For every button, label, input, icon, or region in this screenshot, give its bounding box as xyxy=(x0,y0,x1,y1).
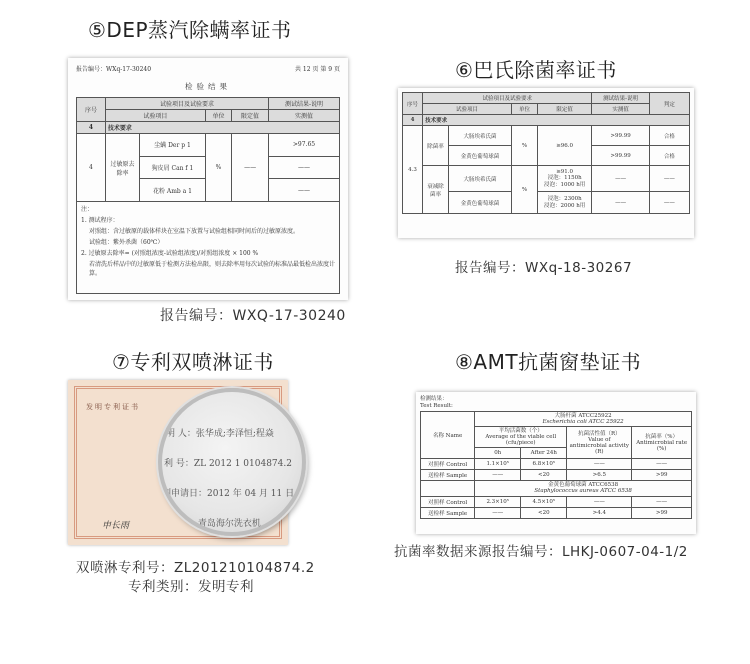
col-header-no: 序号 xyxy=(77,98,106,122)
measured-value-1: >97.65 xyxy=(268,134,339,157)
antibacterial-results-table xyxy=(420,411,692,518)
heading-amt-certificate: ⑧AMT抗菌窗垫证书 xyxy=(455,350,642,374)
sub-item-2: 狗皮屑 Can f 1 xyxy=(140,156,206,179)
document-title: 检验结果 xyxy=(185,82,231,91)
col-header-judge: 判定 xyxy=(649,93,689,115)
organism-name: 金黄色葡萄球菌 xyxy=(448,146,511,166)
value-0h: 2.3×10⁵ xyxy=(475,496,521,507)
measured-value-3: —— xyxy=(268,179,339,202)
measured-value: >99.99 xyxy=(592,146,649,166)
test-results-table xyxy=(76,97,340,202)
organism-name: 大肠埃希氏菌 xyxy=(448,126,511,146)
value-24h: <20 xyxy=(521,470,567,481)
col-header-result-group: 测试结果-说明 xyxy=(268,98,339,110)
results-label-en: Test Result: xyxy=(420,402,453,409)
judge-value: —— xyxy=(649,192,689,214)
note-line: 对照组：含过敏原的载体样块在室温下放置与试验组相同时间后的过敏原浓度。 xyxy=(89,228,300,235)
pasteurization-report-caption: 报告编号：WXq-18-30267 xyxy=(455,260,633,276)
col-header-item: 试验项目 xyxy=(423,104,512,115)
sample-name: 对照样 Control xyxy=(421,459,475,470)
organism-1-en: Escherichia coli ATCC 25922 xyxy=(542,419,624,426)
col-header-no: 序号 xyxy=(403,93,423,115)
col-header-result-group: 测试结果-说明 xyxy=(592,93,649,104)
signature: 申长雨 xyxy=(102,521,130,531)
heading-dep-certificate: ⑤DEP蒸汽除螨率证书 xyxy=(88,18,292,42)
value-0h: —— xyxy=(475,507,521,518)
organism-name: 大肠埃希氏菌 xyxy=(448,166,511,192)
col-header-24h: After 24h xyxy=(521,448,567,459)
section-number: 4 xyxy=(403,115,423,126)
col-header-name: 名称 Name xyxy=(421,412,475,459)
organism-2: 金黄色葡萄球菌 ATCC6538 xyxy=(548,482,619,489)
col-header-limit: 限定值 xyxy=(537,104,592,115)
judge-value: 合格 xyxy=(649,146,689,166)
group-label-1: 除菌率 xyxy=(423,126,449,166)
organism-name: 金黄色葡萄球菌 xyxy=(448,192,511,214)
col-header-group: 试验项目及试验要求 xyxy=(423,93,592,104)
rate-value: —— xyxy=(632,496,692,507)
amt-report-caption: 抗菌率数据来源报告编号：LHKJ-0607-04-1/2 xyxy=(394,544,688,560)
unit-cell: % xyxy=(512,126,538,166)
value-24h: 4.5×10⁵ xyxy=(521,496,567,507)
sub-item-1: 尘螨 Der p 1 xyxy=(140,134,206,157)
col-header-rate-en: Antimicrobial rate (%) xyxy=(636,439,688,452)
value-24h: 6.8×10⁵ xyxy=(521,459,567,470)
activity-value: —— xyxy=(567,459,632,470)
measured-value: >99.99 xyxy=(592,126,649,146)
patent-type-caption: 专利类别：发明专利 xyxy=(128,579,254,595)
limit-cell: ≥96.0 xyxy=(537,126,592,166)
col-header-limit: 限定值 xyxy=(232,110,269,122)
measured-value: —— xyxy=(592,192,649,214)
col-header-activity: 抗菌活性值（R） xyxy=(578,430,621,437)
col-header-measured: 实测值 xyxy=(592,104,649,115)
pasteurization-report-document xyxy=(398,88,694,238)
organism-2-en: Staphylococcus aureus ATCC 6538 xyxy=(534,488,632,495)
value-0h: —— xyxy=(475,470,521,481)
rate-value: >99 xyxy=(632,470,692,481)
test-results-table xyxy=(402,92,690,214)
col-header-item: 试验项目 xyxy=(105,110,205,122)
measured-value: —— xyxy=(592,166,649,192)
activity-value: >4.4 xyxy=(567,507,632,518)
col-header-rate: 抗菌率（%） xyxy=(645,433,679,440)
col-header-avg-en: Average of the viable cell (cfu/piece) xyxy=(485,434,557,447)
amt-antibacterial-report-document xyxy=(416,392,696,534)
section-label: 技术要求 xyxy=(105,122,339,134)
limit-cell: 浸泡：2300h 浸泡：2000 h用 xyxy=(537,192,592,214)
col-header-unit: 单位 xyxy=(512,104,538,115)
activity-value: >6.5 xyxy=(567,470,632,481)
measured-value-2: —— xyxy=(268,156,339,179)
col-header-0h: 0h xyxy=(475,448,521,459)
judge-value: —— xyxy=(649,166,689,192)
col-header-group: 试验项目及试验要求 xyxy=(105,98,268,110)
sample-name: 对照样 Control xyxy=(421,496,475,507)
row-number: 4.3 xyxy=(403,126,423,214)
sample-name: 送检样 Sample xyxy=(421,507,475,518)
note-line: 试验组：紫外杀菌（60℃） xyxy=(89,239,164,246)
value-24h: <20 xyxy=(521,507,567,518)
magnifier-lens xyxy=(158,388,306,536)
rate-value: —— xyxy=(632,459,692,470)
row-number: 4 xyxy=(77,134,106,202)
lens-text-line: 利申请日：2012 年 04 月 11 日 xyxy=(162,489,295,499)
col-header-activity-en: Value of antimicrobial activity (R) xyxy=(569,436,630,455)
unit-cell: % xyxy=(205,134,231,202)
page-indicator: 共 12 页 第 9 页 xyxy=(295,66,340,73)
lens-text-line: 明 人：张华成;李泽恒;程焱 xyxy=(166,429,274,439)
col-header-avg: 平均活菌数（个） xyxy=(498,428,543,435)
note-line: 1. 测试程序： xyxy=(81,217,119,224)
note-line: 注： xyxy=(81,206,94,213)
organism-1: 大肠杆菌 ATCC25922 xyxy=(554,413,612,420)
section-number: 4 xyxy=(77,122,106,134)
sub-item-3: 花粉 Amb a 1 xyxy=(140,179,206,202)
heading-patent-certificate: ⑦专利双喷淋证书 xyxy=(112,350,274,374)
unit-cell: % xyxy=(512,166,538,214)
limit-cell: —— xyxy=(232,134,269,202)
heading-pasteurization-certificate: ⑥巴氏除菌率证书 xyxy=(455,58,617,82)
patent-number-caption: 双喷淋专利号：ZL201210104874.2 xyxy=(76,560,315,576)
lens-text-line: 利 号：ZL 2012 1 0104874.2 xyxy=(164,459,292,469)
notes-block xyxy=(76,202,340,294)
activity-value: —— xyxy=(567,496,632,507)
report-number-text: 报告编号：WXq-17-30240 xyxy=(76,66,152,73)
note-line: 若清洗后样品中的过敏原低于检测方法检出限，则去除率用每次试验的标准品最低检出浓度计算。 xyxy=(89,261,336,277)
note-line: 2. 过敏原去除率= (对照组浓度-试验组浓度)/对照组浓度 × 100 % xyxy=(81,250,259,257)
dep-report-document xyxy=(68,58,348,300)
rate-value: >99 xyxy=(632,507,692,518)
results-label: 检测结果： xyxy=(420,396,448,402)
row-item: 过敏原去除率 xyxy=(105,134,139,202)
col-header-measured: 实测值 xyxy=(268,110,339,122)
dep-report-caption: 报告编号：WXQ-17-30240 xyxy=(160,308,346,324)
value-0h: 1.1×10⁵ xyxy=(475,459,521,470)
lens-text-line: 利 人：青岛海尔洗衣机 xyxy=(168,519,261,529)
limit-cell: ≥91.0 浸泡：1150h 浸泡：1000 h用 xyxy=(537,166,592,192)
group-label-2: 衰减除菌率 xyxy=(423,166,449,214)
col-header-unit: 单位 xyxy=(205,110,231,122)
section-label: 技术要求 xyxy=(423,115,690,126)
judge-value: 合格 xyxy=(649,126,689,146)
certificate-title: 发明专利证书 xyxy=(86,403,140,411)
sample-name: 送检样 Sample xyxy=(421,470,475,481)
